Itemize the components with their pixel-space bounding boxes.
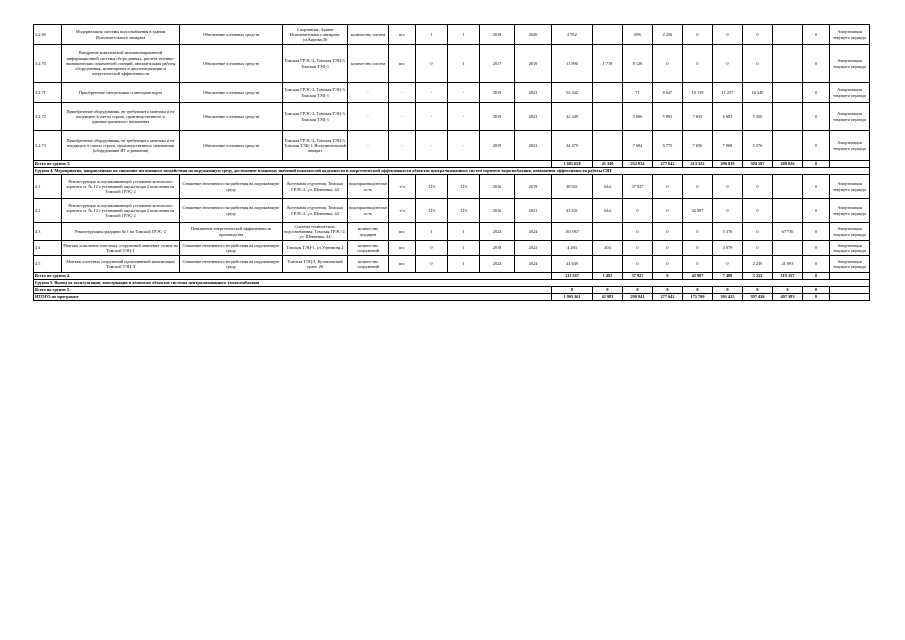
table-cell-unit: -: [389, 131, 416, 161]
table-cell-c3: 0: [653, 175, 683, 199]
table-cell-unit_name: водопроизводительность: [348, 175, 389, 199]
total-cell-c7: 0: [773, 287, 803, 294]
table-cell-y2: 2022: [515, 241, 552, 256]
table-row: [34, 25, 870, 45]
total-cell-c4: 213 322: [683, 161, 713, 168]
table-row: [34, 175, 870, 199]
table-cell-unit_name: -: [348, 131, 389, 161]
table-cell-c2: 71: [623, 83, 653, 103]
total-cell-c4: 42 987: [683, 273, 713, 280]
table-cell-c6: 0: [743, 199, 773, 223]
table-cell-c1: 204: [593, 241, 623, 256]
table-cell-q1: 0: [416, 45, 448, 83]
table-cell-name: Приобретение оборудования, не требующего монтажа и не входящего в сметы строек, производственного и административного назначения: [62, 103, 180, 131]
table-cell-q1: 210: [416, 199, 448, 223]
table-cell-c5: 7 968: [713, 131, 743, 161]
table-cell-c1: [593, 256, 623, 273]
table-cell-c1: [593, 131, 623, 161]
table-cell-unit_name: количество систем: [348, 45, 389, 83]
table-cell-n: 3.2.70: [34, 45, 62, 83]
table-cell-c9: Амортизация текущего периода: [830, 199, 870, 223]
total-cell-c3: 277 642: [653, 161, 683, 168]
total-cell-empty: [830, 161, 870, 168]
table-cell-c2: 0: [623, 199, 653, 223]
table-cell-c4: 0: [683, 45, 713, 83]
table-cell-c9: Амортизация текущего периода: [830, 103, 870, 131]
table-cell-unit_name: количество систем: [348, 25, 389, 45]
total-cell-c5: 7 489: [713, 273, 743, 280]
table-cell-c5: 6 682: [713, 103, 743, 131]
total-cell-c5: 301 425: [713, 294, 743, 301]
table-cell-loc: Томская ГРЭС-2, Томская ТЭЦ-3, Томская ТЭЦ-1: [283, 83, 348, 103]
table-cell-loc: Томская ГРЭС-2, Томская ТЭЦ-3, Томская ТЭЦ-1: [283, 103, 348, 131]
table-cell-q1: -: [416, 103, 448, 131]
table-cell-c1: 644: [593, 175, 623, 199]
table-cell-y2: 2019: [515, 175, 552, 199]
total-cell-c3: 0: [653, 287, 683, 294]
table-cell-c3: 5 865: [653, 103, 683, 131]
total-cell-c3: 0: [653, 273, 683, 280]
table-cell-unit_name: количество сооружений: [348, 256, 389, 273]
total-cell-c6: 0: [743, 287, 773, 294]
table-cell-c6: 0: [743, 25, 773, 45]
table-cell-y1: 2022: [480, 256, 515, 273]
group-header-row: [34, 168, 870, 175]
total-cell-c3: 277 642: [653, 294, 683, 301]
table-cell-q1: 1: [416, 25, 448, 45]
total-cell-c4: 0: [683, 287, 713, 294]
table-cell-q2: -: [448, 83, 480, 103]
table-cell-c7: [773, 241, 803, 256]
table-cell-total: 34 479: [552, 131, 593, 161]
table-cell-c6: 0: [743, 45, 773, 83]
table-cell-q1: -: [416, 131, 448, 161]
table-cell-y2: 2021: [515, 199, 552, 223]
total-cell-c7: 288 026: [773, 161, 803, 168]
table-cell-total: 101 067: [552, 223, 593, 241]
table-cell-q2: 210: [448, 175, 480, 199]
table-cell-c6: 0: [743, 241, 773, 256]
table-cell-c5: 0: [713, 175, 743, 199]
total-cell-c7: 119 357: [773, 273, 803, 280]
table-cell-c7: [773, 83, 803, 103]
table-cell-c9: Амортизация текущего периода: [830, 175, 870, 199]
table-cell-c9: Амортизация текущего периода: [830, 45, 870, 83]
table-cell-c8: 0: [803, 83, 830, 103]
table-cell-total: 43 631: [552, 199, 593, 223]
total-label: ИТОГО по программе: [34, 294, 552, 301]
table-cell-q2: -: [448, 131, 480, 161]
table-cell-c8: 0: [803, 199, 830, 223]
total-row: [34, 273, 870, 280]
table-cell-c8: 0: [803, 45, 830, 83]
table-cell-c7: 21 093: [773, 256, 803, 273]
table-cell-c6: 5 576: [743, 131, 773, 161]
table-row: [34, 83, 870, 103]
total-cell-empty: [830, 294, 870, 301]
table-cell-c4: 42 987: [683, 199, 713, 223]
table-cell-n: 4.1: [34, 175, 62, 199]
total-cell-c8: 0: [803, 294, 830, 301]
total-cell-total: 1 903 361: [552, 294, 593, 301]
table-cell-y1: 2019: [480, 103, 515, 131]
table-cell-total: 2 952: [552, 25, 593, 45]
table-cell-name: Монтаж локальных очистных сооружений ливневых стоков на Томской ТЭЦ-1: [62, 241, 180, 256]
table-cell-n: 4.4: [34, 241, 62, 256]
total-cell-c1: 1 492: [593, 273, 623, 280]
total-label: Всего по группе 5.: [34, 287, 552, 294]
table-cell-c5: 0: [713, 45, 743, 83]
table-cell-unit: шт.: [389, 256, 416, 273]
total-cell-c2: 252 934: [623, 161, 653, 168]
table-cell-c6: 0: [743, 223, 773, 241]
table-cell-name: Реконструкция градирни № 1 на Томской ГРЭС-2: [62, 223, 180, 241]
total-row: [34, 294, 870, 301]
total-cell-c8: 0: [803, 161, 830, 168]
table-cell-y1: 2016: [480, 199, 515, 223]
table-cell-y1: 2019: [480, 131, 515, 161]
table-cell-c8: 0: [803, 241, 830, 256]
table-cell-n: 4.2: [34, 199, 62, 223]
total-cell-empty: [830, 287, 870, 294]
total-cell-c1: 0: [593, 287, 623, 294]
table-cell-name: Монтаж очистных сооружений промливневой канализации Томской ТЭЦ-3: [62, 256, 180, 273]
table-row: [34, 223, 870, 241]
total-cell-total: 1 681 658: [552, 161, 593, 168]
table-cell-c6: 5 450: [743, 103, 773, 131]
table-cell-src: Обновление основных средств: [180, 131, 283, 161]
table-cell-q2: 1: [448, 25, 480, 45]
total-cell-total: 0: [552, 287, 593, 294]
table-cell-c6: 16 349: [743, 83, 773, 103]
table-cell-c8: 0: [803, 256, 830, 273]
table-cell-q2: 1: [448, 45, 480, 83]
table-cell-c5: 3 376: [713, 223, 743, 241]
table-cell-unit_name: количество сооружений: [348, 241, 389, 256]
table-cell-y1: 2016: [480, 175, 515, 199]
table-cell-c6: 2 239: [743, 256, 773, 273]
table-cell-src: Обновление основных средств: [180, 83, 283, 103]
table-cell-c9: Амортизация текущего периода: [830, 256, 870, 273]
table-cell-c5: 0: [713, 256, 743, 273]
total-cell-c2: 290 941: [623, 294, 653, 301]
total-cell-c8: 0: [803, 287, 830, 294]
table-cell-y2: 2023: [515, 131, 552, 161]
table-cell-loc: Томская ТЭЦ-1, ул.Угрюмова,2: [283, 241, 348, 256]
table-cell-total: 32 349: [552, 103, 593, 131]
table-cell-loc: Котельная отделения, Томская ГРЭС-2, ул. Шевченко, 44: [283, 199, 348, 223]
table-cell-q1: -: [416, 83, 448, 103]
table-cell-unit: -: [389, 83, 416, 103]
table-cell-c2: 0: [623, 256, 653, 273]
table-cell-q1: 0: [416, 241, 448, 256]
table-cell-n: 4.3: [34, 223, 62, 241]
investment-program-table-page: [33, 24, 869, 301]
table-cell-q2: 1: [448, 241, 480, 256]
table-row: [34, 241, 870, 256]
total-cell-c6: 397 436: [743, 294, 773, 301]
table-cell-c8: 0: [803, 131, 830, 161]
table-cell-c3: 0: [653, 241, 683, 256]
table-cell-c9: Амортизация текущего периода: [830, 241, 870, 256]
total-cell-c2: 0: [623, 287, 653, 294]
table-cell-y2: 2023: [515, 83, 552, 103]
investment-program-table: [33, 24, 870, 301]
table-cell-c8: 0: [803, 223, 830, 241]
table-cell-src: Снижение негативного воздействия на окружающую среду: [180, 241, 283, 256]
table-cell-c7: [773, 175, 803, 199]
table-cell-loc: Спортивная, Здание Исполнительного аппарата, ул.Кирова,36: [283, 25, 348, 45]
table-cell-c4: 0: [683, 241, 713, 256]
table-cell-y2: 2023: [515, 103, 552, 131]
table-cell-c7: [773, 25, 803, 45]
table-cell-src: Повышение энергетической эффективности производства: [180, 223, 283, 241]
table-cell-c9: Амортизация текущего периода: [830, 83, 870, 103]
table-cell-c9: Амортизация текущего периода: [830, 25, 870, 45]
total-cell-empty: [830, 273, 870, 280]
table-cell-y1: 2017: [480, 45, 515, 83]
table-row: [34, 199, 870, 223]
table-cell-unit: -: [389, 103, 416, 131]
table-cell-c3: 0: [653, 256, 683, 273]
table-cell-unit: шт.: [389, 223, 416, 241]
table-cell-name: Внедрение комплексной автоматизированной информационной системы сбора данных, расчета технико-экономических показателей станций, автоматизация работы оборудования, мониторинга и диспетчеризации и энергетической эффективности: [62, 45, 180, 83]
table-cell-src: Обновление основных средств: [180, 45, 283, 83]
table-cell-c4: 0: [683, 223, 713, 241]
table-cell-total: 11 896: [552, 45, 593, 83]
total-cell-c6: 304 197: [743, 161, 773, 168]
table-cell-c5: 0: [713, 25, 743, 45]
table-row: [34, 131, 870, 161]
table-cell-c7: [773, 45, 803, 83]
table-cell-c4: 10 139: [683, 83, 713, 103]
total-cell-c5: 296 819: [713, 161, 743, 168]
group-title: Группа 4. Мероприятия, направленные на снижение негативного воздействия на окружающую среду, достижение плановых значений показателей надежности и энергетической эффективности объектов централизованных систем горячего водоснабжения, повышение эффективности работы СВТ: [34, 168, 870, 175]
table-cell-src: Снижение негативного воздействия на окружающую среду: [180, 175, 283, 199]
table-cell-n: 3.2.73: [34, 131, 62, 161]
table-cell-total: 38 921: [552, 175, 593, 199]
table-cell-c4: 0: [683, 256, 713, 273]
table-cell-c2: 0: [623, 241, 653, 256]
table-body: [34, 25, 870, 301]
table-cell-src: Обновление основных средств: [180, 25, 283, 45]
table-cell-loc: Котельная отделения, Томская ГРЭС-2, ул. Шевченко, 44: [283, 175, 348, 199]
table-cell-y1: 2018: [480, 241, 515, 256]
table-cell-src: Обновление основных средств: [180, 103, 283, 131]
table-cell-c5: 11 257: [713, 83, 743, 103]
table-cell-c8: 0: [803, 175, 830, 199]
table-cell-q1: 1: [416, 223, 448, 241]
total-cell-c1: 42 983: [593, 294, 623, 301]
total-label: Всего по группе 3.: [34, 161, 552, 168]
table-cell-c4: 0: [683, 175, 713, 199]
table-cell-n: 3.2.72: [34, 103, 62, 131]
table-cell-q2: 1: [448, 223, 480, 241]
table-cell-src: Снижение негативного воздействия на окружающую среду: [180, 256, 283, 273]
table-cell-q2: 210: [448, 199, 480, 223]
table-cell-c5: 4 079: [713, 241, 743, 256]
table-cell-unit_name: количество градирен: [348, 223, 389, 241]
table-cell-c8: 0: [803, 25, 830, 45]
table-cell-n: 3.2.71: [34, 83, 62, 103]
table-cell-c2: 696: [623, 25, 653, 45]
table-cell-total: 24 649: [552, 256, 593, 273]
group-title: Группа 5. Вывод из эксплуатации, консервация и демонтаж объектов системы централизованного теплоснабжения: [34, 280, 870, 287]
table-cell-n: 4.5: [34, 256, 62, 273]
table-cell-c9: Амортизация текущего периода: [830, 223, 870, 241]
table-cell-name: Модернизация системы водоснабжения в здании Исполнительного аппарата: [62, 25, 180, 45]
total-cell-c8: 0: [803, 273, 830, 280]
table-cell-c3: 2 256: [653, 25, 683, 45]
table-cell-unit: шт.: [389, 241, 416, 256]
table-cell-c1: [593, 103, 623, 131]
table-cell-c2: 7 694: [623, 131, 653, 161]
table-cell-c9: Амортизация текущего периода: [830, 131, 870, 161]
table-cell-c5: 0: [713, 199, 743, 223]
table-cell-y2: 2024: [515, 223, 552, 241]
table-cell-name: Приобретение спецтехники и автотранспорта: [62, 83, 180, 103]
table-cell-unit: шт.: [389, 45, 416, 83]
table-cell-loc: Томская ТЭЦ-3, Кузовлевский тракт, 26: [283, 256, 348, 273]
table-cell-c7: [773, 103, 803, 131]
table-cell-c2: 37 927: [623, 175, 653, 199]
table-cell-y1: 2022: [480, 223, 515, 241]
table-cell-c1: [593, 83, 623, 103]
table-cell-total: 53 342: [552, 83, 593, 103]
table-cell-c3: 0: [653, 45, 683, 83]
table-cell-c4: 7 656: [683, 131, 713, 161]
table-cell-name: Приобретение оборудования, не требующего монтажа и не входящего в сметы строек, производственного назначения (оборудование ИТ и развития): [62, 131, 180, 161]
table-cell-c7: 67 736: [773, 223, 803, 241]
table-cell-c1: [593, 223, 623, 241]
total-cell-c1: 41 349: [593, 161, 623, 168]
table-cell-q1: 0: [416, 256, 448, 273]
table-cell-y1: 2019: [480, 25, 515, 45]
table-cell-n: 3.2.69: [34, 25, 62, 45]
total-cell-c2: 37 927: [623, 273, 653, 280]
total-cell-c5: 0: [713, 287, 743, 294]
table-cell-loc: Система технического водоснабжения, Томская ГРЭС-2, ул. Шевченко, 44: [284, 223, 346, 240]
table-cell-unit_name: водопроизводительность: [348, 199, 389, 223]
table-cell-c1: [593, 25, 623, 45]
table-cell-c3: 5 775: [653, 131, 683, 161]
group-header-row: [34, 280, 870, 287]
table-cell-c7: [773, 199, 803, 223]
table-cell-c3: 0: [653, 199, 683, 223]
total-cell-c7: 407 383: [773, 294, 803, 301]
table-cell-unit: шт.: [389, 25, 416, 45]
table-cell-unit: т/ч: [389, 199, 416, 223]
table-cell-c3: 0: [653, 223, 683, 241]
table-cell-q2: 1: [448, 256, 480, 273]
table-cell-y1: 2019: [480, 83, 515, 103]
table-cell-name: Реконструкция золоулавливающей установки котельного агрегата ст. № 13 с установкой эмульгатора 2 поколения на Томской ГРЭС-2: [62, 199, 180, 223]
table-cell-q1: 210: [416, 175, 448, 199]
table-cell-c6: 0: [743, 175, 773, 199]
table-cell-c1: 1 718: [593, 45, 623, 83]
table-cell-total: 4 283: [552, 241, 593, 256]
table-cell-name: Реконструкция золоулавливающей установки котельного агрегата ст. № 12 с установкой эмульгатора 2 поколения на Томской ГРЭС-2: [62, 175, 180, 199]
table-cell-y2: 2019: [515, 45, 552, 83]
total-cell-c6: 3 235: [743, 273, 773, 280]
total-row: [34, 161, 870, 168]
table-cell-unit_name: -: [348, 103, 389, 131]
table-cell-src: Снижение негативного воздействия на окружающую среду: [180, 199, 283, 223]
table-row: [34, 103, 870, 131]
table-cell-c2: 0: [623, 223, 653, 241]
table-cell-c3: 8 647: [653, 83, 683, 103]
total-cell-c4: 175 700: [683, 294, 713, 301]
table-cell-c4: 7 635: [683, 103, 713, 131]
table-cell-c2: 5 696: [623, 103, 653, 131]
table-cell-c7: [773, 131, 803, 161]
table-cell-y2: 2024: [515, 256, 552, 273]
table-cell-q2: -: [448, 103, 480, 131]
total-label: Всего по группе 4.: [34, 273, 552, 280]
total-row: [34, 287, 870, 294]
table-cell-c1: 644: [593, 199, 623, 223]
table-cell-unit: т/ч: [389, 175, 416, 199]
table-cell-loc: Томская ГРЭС-2, Томская ТЭЦ-3, Томская ТЭЦ-1, Исполнительный аппарат: [283, 131, 348, 161]
table-cell-c4: 0: [683, 25, 713, 45]
table-cell-unit_name: -: [348, 83, 389, 103]
table-row: [34, 256, 870, 273]
table-cell-c8: 0: [803, 103, 830, 131]
total-cell-total: 211 597: [552, 273, 593, 280]
table-cell-c2: 8 128: [623, 45, 653, 83]
table-cell-y2: 2020: [515, 25, 552, 45]
table-cell-loc: Томская ГРЭС-2, Томская ТЭЦ-3, Томская ТЭЦ-1: [283, 45, 348, 83]
table-row: [34, 45, 870, 83]
